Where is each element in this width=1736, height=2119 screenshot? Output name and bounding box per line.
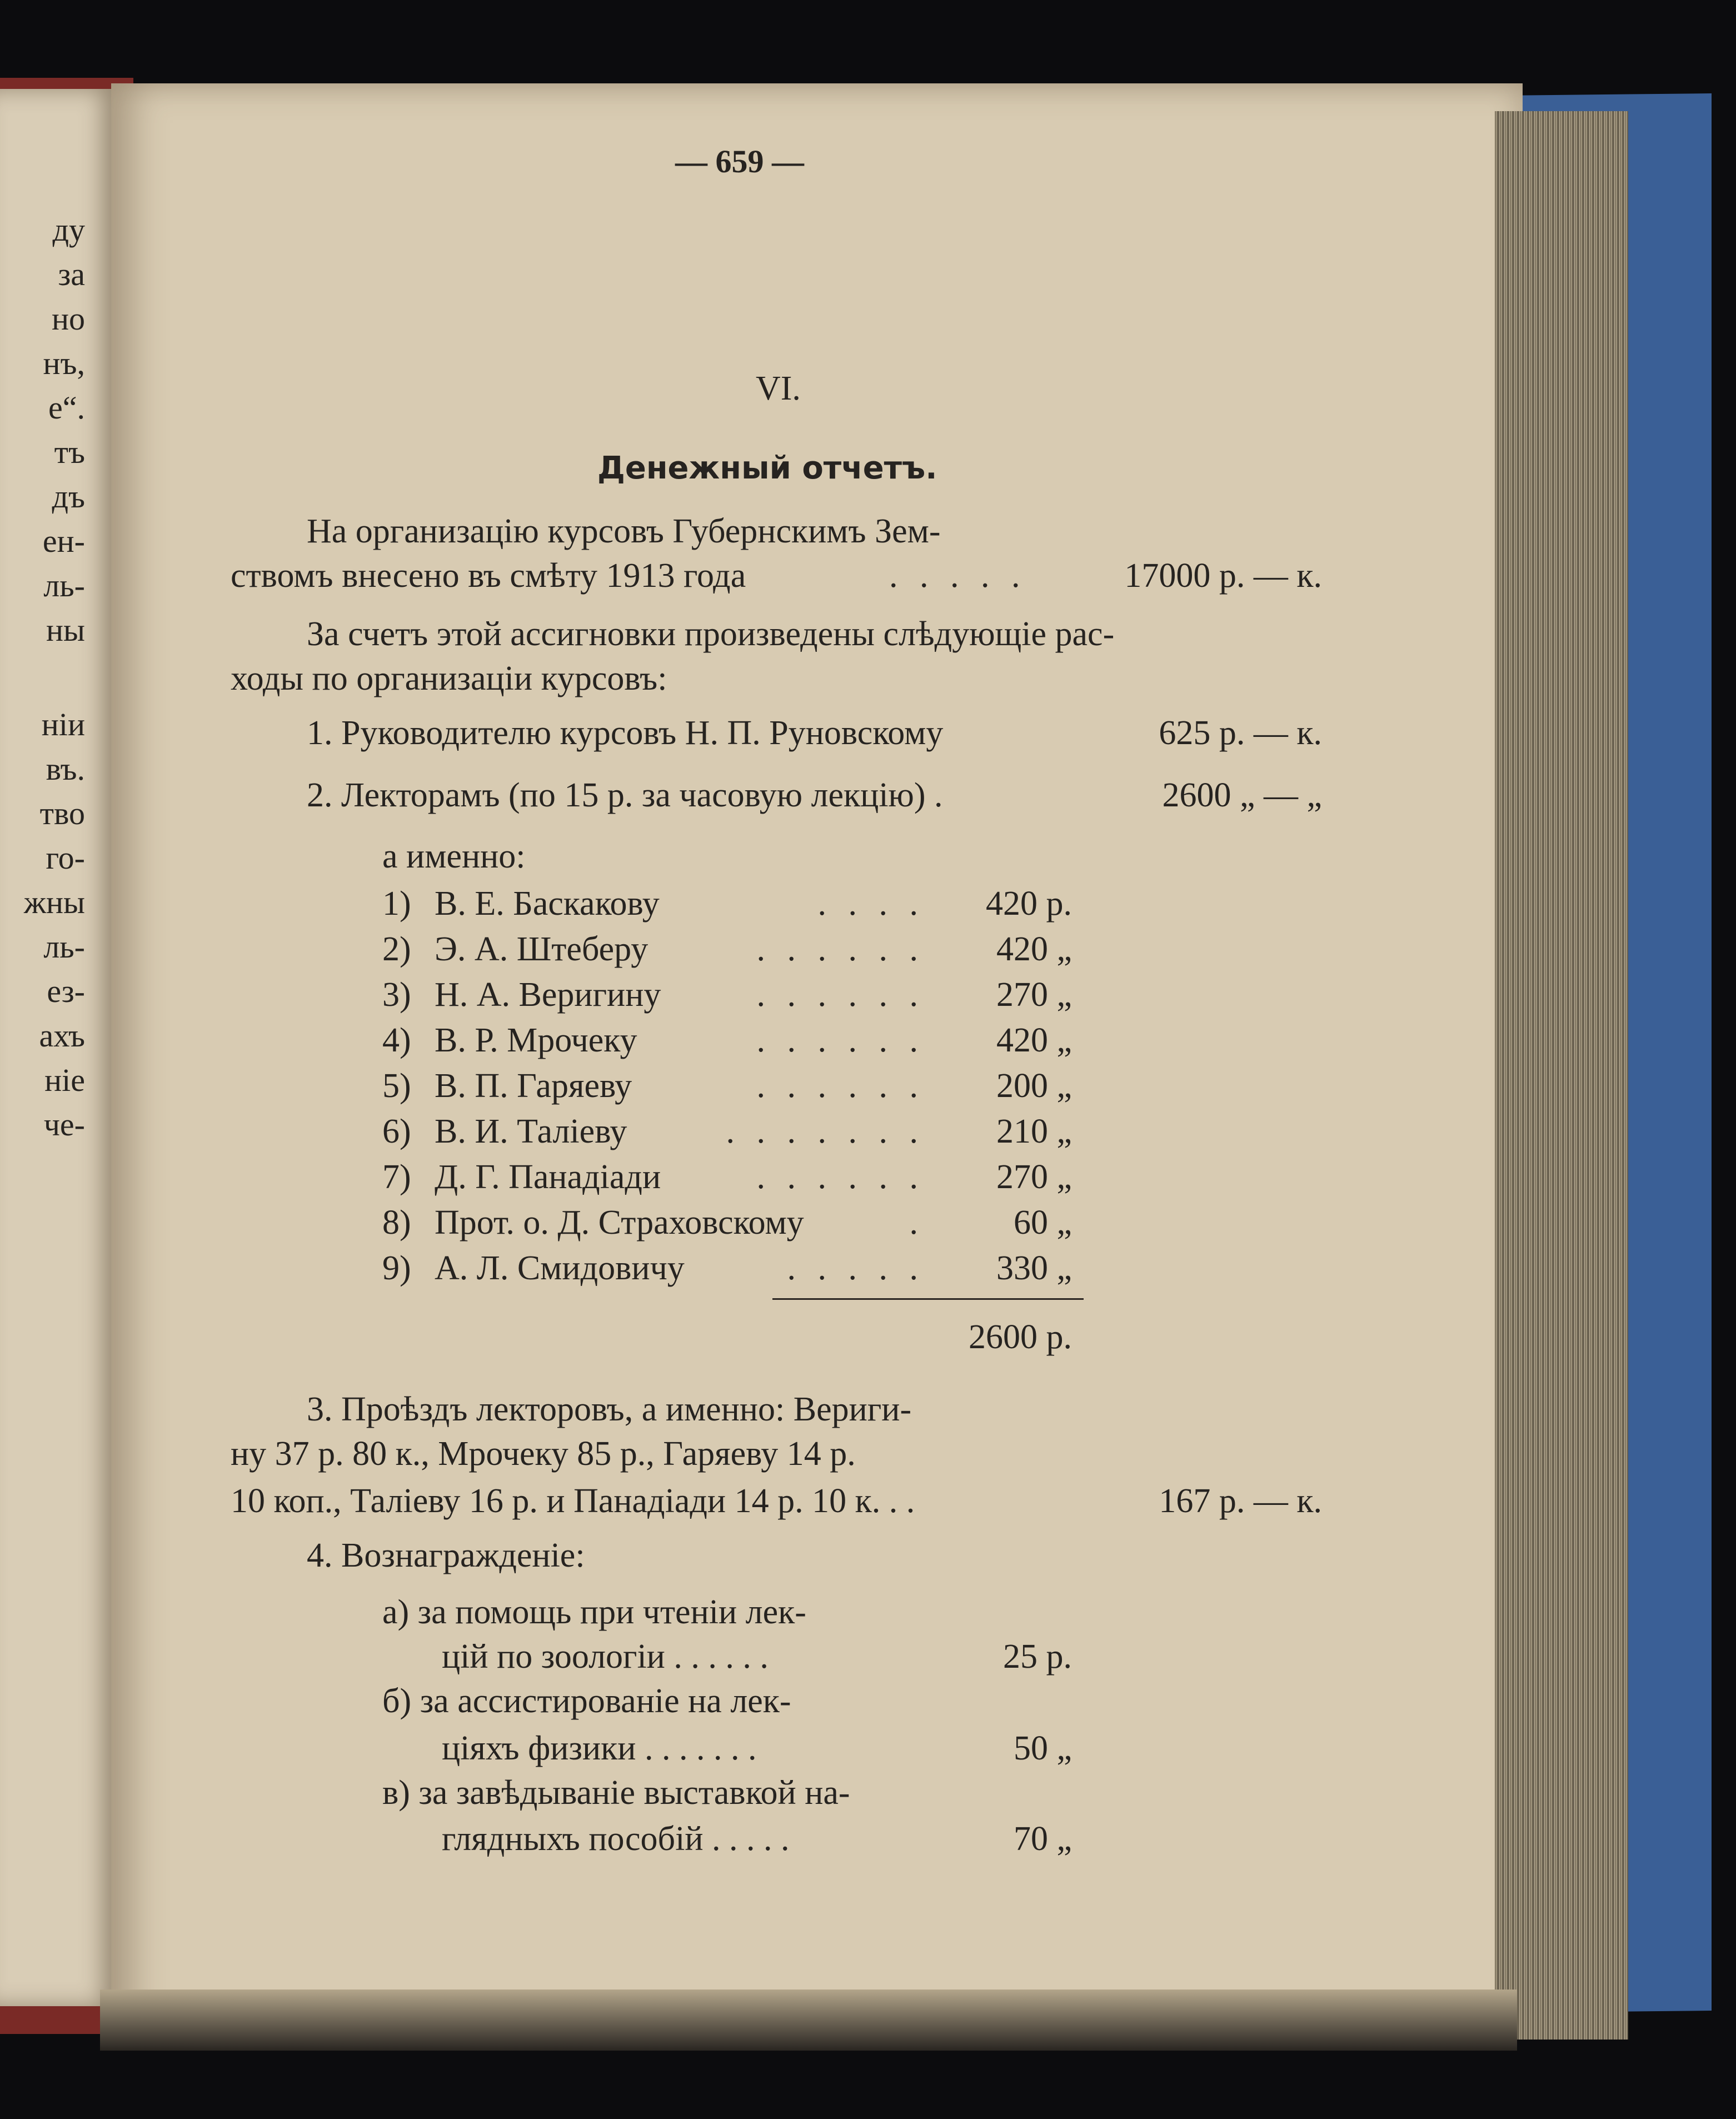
lecturer-amount: 270 „ [996, 1158, 1072, 1196]
lecturer-name: Э. А. Штеберу [435, 930, 648, 968]
left-page-fragment: жны [23, 884, 85, 920]
item-4a-line-1: а) за помощь при чтеніи лек- [382, 1593, 806, 1631]
left-page-fragment: ду [52, 212, 85, 248]
left-page-fragment: нъ, [43, 345, 85, 381]
item-4a-amount: 25 р. [1003, 1638, 1072, 1676]
lecturer-dots: . [909, 1204, 925, 1242]
item-3-line-2: ну 37 р. 80 к., Мрочеку 85 р., Гаряеву 14 р. [231, 1435, 856, 1473]
intro-line-1: На организацію курсовъ Губернскимъ Зем- [307, 512, 941, 550]
lecturer-dots: . . . . . . [756, 930, 925, 968]
item-4a-line-2: цій по зоологіи . . . . . . [442, 1638, 769, 1676]
page-edges [1495, 111, 1628, 2040]
lecturer-dots: . . . . . . [756, 1067, 925, 1105]
left-page-fragment: го- [46, 840, 85, 876]
lecturer-name: Прот. о. Д. Страховскому [435, 1204, 804, 1242]
left-page-fragment: е“. [48, 390, 85, 426]
item-3-line-3: 10 коп., Таліеву 16 р. и Панадіади 14 р. 10 к. . . [231, 1482, 915, 1520]
intro-dots: . . . . . [889, 557, 1027, 595]
lecturer-num: 3) [382, 976, 411, 1014]
lecturer-dots: . . . . [817, 885, 925, 923]
left-page-fragment: тво [39, 795, 85, 831]
lecturer-amount: 420 „ [996, 930, 1072, 968]
lecturer-dots: . . . . . . [756, 976, 925, 1014]
lecturer-num: 7) [382, 1158, 411, 1196]
sum-rule [772, 1298, 1084, 1300]
left-page-fragment: ез- [47, 973, 85, 1009]
lecturer-amount: 210 „ [996, 1113, 1072, 1150]
lecturer-name: В. И. Таліеву [435, 1113, 627, 1150]
left-page-fragment: ны [46, 612, 85, 648]
lecturer-num: 1) [382, 885, 411, 923]
lecturer-amount: 420 „ [996, 1021, 1072, 1059]
item-1-amount: 625 р. — к. [1159, 714, 1322, 752]
item-4b-line-2: ціяхъ физики . . . . . . . [442, 1729, 757, 1767]
lecturer-amount: 60 „ [1013, 1204, 1072, 1242]
intro-amount: 17000 р. — к. [1124, 557, 1322, 595]
item-2-text: 2. Лекторамъ (по 15 р. за часовую лекцію) . [307, 776, 943, 814]
lecturer-name: Д. Г. Панадіади [435, 1158, 661, 1196]
lecturer-dots: . . . . . . . [726, 1113, 925, 1150]
lecturer-name: А. Л. Смидовичу [435, 1249, 685, 1287]
left-page-fragment: дъ [52, 478, 85, 515]
lecturer-name: В. Е. Баскакову [435, 885, 660, 923]
section-number: VI. [756, 370, 801, 407]
item-2-amount: 2600 „ — „ [1162, 776, 1322, 814]
lecturer-name: В. П. Гаряеву [435, 1067, 632, 1105]
section-title: Денежный отчетъ. [597, 450, 937, 486]
item-4c-line-2: глядныхъ пособій . . . . . [442, 1820, 790, 1858]
item-4c-amount: 70 „ [1013, 1820, 1072, 1858]
lecturer-amount: 270 „ [996, 976, 1072, 1014]
lecturer-num: 5) [382, 1067, 411, 1105]
left-page-fragment: за [58, 256, 85, 292]
intro-line-2: ствомъ внесено въ смѣту 1913 года [231, 557, 746, 595]
lecturer-num: 6) [382, 1113, 411, 1150]
item-3-amount: 167 р. — к. [1159, 1482, 1322, 1520]
lecturer-dots: . . . . . . [756, 1021, 925, 1059]
left-page-fragment: ніи [41, 706, 85, 742]
item-4b-line-1: б) за ассистированіе на лек- [382, 1682, 791, 1720]
lecturer-name: Н. А. Веригину [435, 976, 661, 1014]
left-page-fragment: ахъ [39, 1018, 85, 1054]
lecturer-num: 2) [382, 930, 411, 968]
item-3-line-1: 3. Проѣздъ лекторовъ, а именно: Вериги- [307, 1390, 912, 1428]
left-page-fragment: че- [43, 1106, 85, 1143]
left-page-fragment: ль- [43, 567, 85, 604]
lecturer-dots: . . . . . [787, 1249, 925, 1287]
lecturer-num: 9) [382, 1249, 411, 1287]
expenses-intro-line-1: За счетъ этой ассигновки произведены слѣдующіе рас- [307, 615, 1115, 653]
lecturer-name: В. Р. Мрочеку [435, 1021, 637, 1059]
left-page-fragment: ен- [42, 523, 85, 559]
left-page-fragment: но [51, 301, 85, 337]
left-page-fragment: тъ [54, 434, 85, 470]
left-page [0, 89, 119, 2006]
lecturer-amount: 420 р. [986, 885, 1072, 923]
lecturer-amount: 330 „ [996, 1249, 1072, 1287]
left-page-fragment: въ. [46, 751, 85, 787]
item-1-text: 1. Руководителю курсовъ Н. П. Руновскому [307, 714, 944, 752]
lecturer-amount: 200 „ [996, 1067, 1072, 1105]
item-4c-line-1: в) за завѣдываніе выставкой на- [382, 1774, 850, 1812]
left-page-fragment: ль- [43, 929, 85, 965]
expenses-intro-line-2: ходы по организаціи курсовъ: [231, 660, 667, 697]
lecturer-num: 8) [382, 1204, 411, 1242]
item-4b-amount: 50 „ [1013, 1729, 1072, 1767]
bottom-edge [100, 1990, 1517, 2051]
lecturers-total: 2600 р. [969, 1318, 1072, 1356]
item-2-sublabel: а именно: [382, 837, 526, 875]
right-page [111, 83, 1523, 2040]
left-page-fragment: ніе [44, 1062, 85, 1098]
lecturer-dots: . . . . . . [756, 1158, 925, 1196]
item-4-label: 4. Вознагражденіе: [307, 1537, 585, 1574]
lecturer-num: 4) [382, 1021, 411, 1059]
page-number: — 659 — [675, 143, 804, 180]
